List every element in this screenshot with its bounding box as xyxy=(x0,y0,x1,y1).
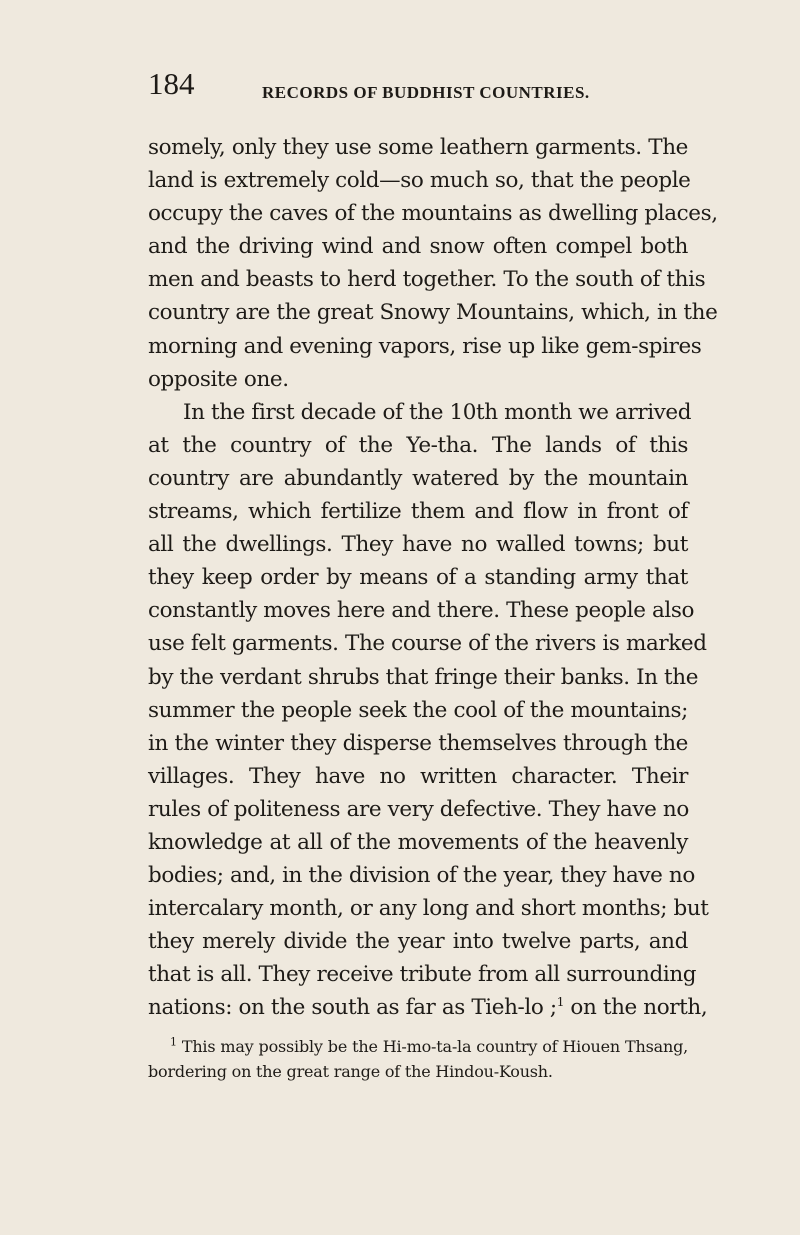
text-fragment: nations: on the south as far as Tieh-lo ; xyxy=(148,995,557,1021)
text-line: occupy the caves of the mountains as dwelling places, xyxy=(148,201,718,227)
text-line: use felt garments. The course of the rivers is marked xyxy=(148,631,707,657)
text-line: summer the people seek the cool of the mountains; xyxy=(148,697,688,723)
text-line: and the driving wind and snow often compel both xyxy=(148,234,688,260)
text-line: intercalary month, or any long and short months; but xyxy=(148,896,709,922)
text-line: constantly moves here and there. These people also xyxy=(148,598,695,624)
text-line: country are the great Snowy Mountains, which, in the xyxy=(148,300,718,326)
text-line: streams, which fertilize them and flow in front of xyxy=(148,499,688,525)
text-line: they keep order by means of a standing army that xyxy=(148,565,688,591)
text-line: country are abundantly watered by the mountain xyxy=(148,465,688,491)
footnote xyxy=(148,1034,688,1084)
text-line: all the dwellings. They have no walled towns; but xyxy=(148,532,688,558)
text-line: they merely divide the year into twelve parts, and xyxy=(148,929,688,955)
text-line: land is extremely cold—so much so, that the people xyxy=(148,168,691,194)
text-line: that is all. They receive tribute from all surrounding xyxy=(148,962,697,988)
paragraph-start-line: In the first decade of the 10th month we arrived xyxy=(183,399,692,425)
text-fragment: on the north, xyxy=(563,995,708,1021)
text-line: in the winter they disperse themselves through the xyxy=(148,730,688,756)
footnote-reference[interactable]: 1 xyxy=(556,995,564,1010)
footnote-text: This may possibly be the Hi-mo-ta-la country of Hiouen Thsang, xyxy=(181,1037,688,1056)
text-line: by the verdant shrubs that fringe their banks. In the xyxy=(148,664,699,690)
text-line-with-footnote-ref xyxy=(148,991,708,1024)
running-head: RECORDS OF BUDDHIST COUNTRIES. xyxy=(262,83,590,102)
text-line: bodies; and, in the division of the year, they have no xyxy=(148,863,695,889)
body-text xyxy=(148,131,718,1025)
text-line: knowledge at all of the movements of the heavenly xyxy=(148,829,688,855)
text-line: villages. They have no written character. Their xyxy=(148,763,688,789)
text-line: somely, only they use some leathern garments. The xyxy=(148,135,688,160)
page-number: 184 xyxy=(148,66,195,101)
text-line: men and beasts to herd together. To the south of this xyxy=(148,267,706,293)
footnote-line: bordering on the great range of the Hindou-Koush. xyxy=(148,1062,553,1081)
footnote-line xyxy=(148,1034,688,1059)
text-line: rules of politeness are very defective. They have no xyxy=(148,796,689,822)
text-line: morning and evening vapors, rise up like gem-spires xyxy=(148,333,702,359)
text-line: at the country of the Ye-tha. The lands of this xyxy=(148,432,688,458)
text-line: opposite one. xyxy=(148,366,289,392)
footnote-marker: 1 xyxy=(170,1035,177,1049)
